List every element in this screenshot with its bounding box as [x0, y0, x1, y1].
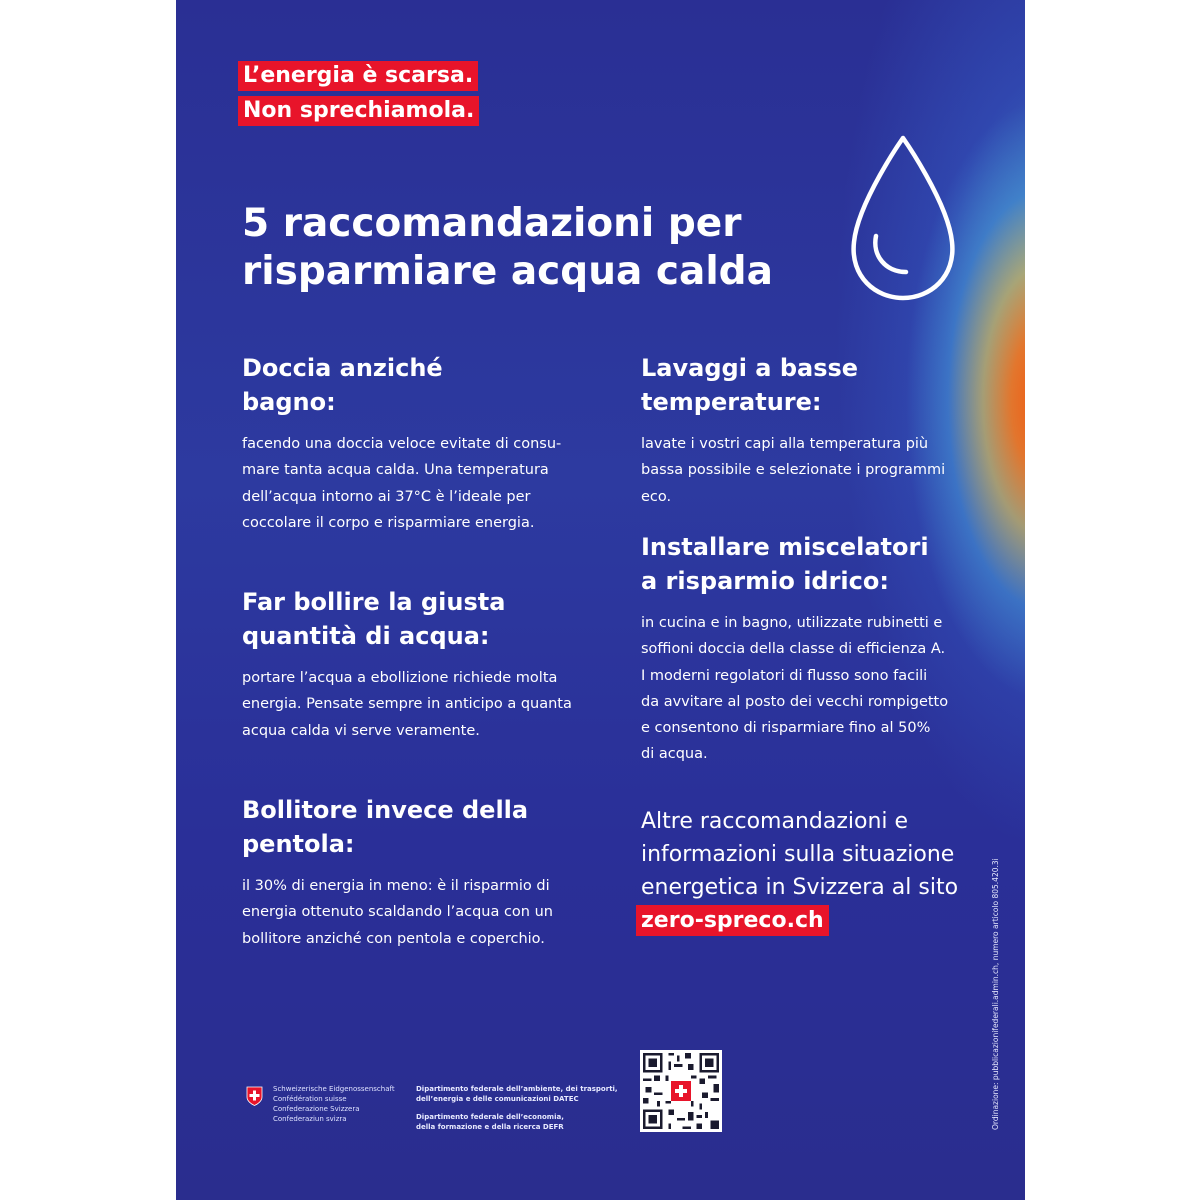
tip-heading-line: Far bollire la giusta — [242, 588, 506, 616]
tip-body-line: il 30% di energia in meno: è il risparmio di — [242, 878, 550, 894]
tip-heading-line: a risparmio idrico: — [641, 567, 889, 595]
tip-heading — [242, 793, 587, 861]
tip-heading — [242, 351, 587, 419]
tip-body — [242, 665, 587, 744]
federation-name: Confédération suisse — [273, 1095, 347, 1103]
tip-low-temp-wash — [641, 351, 971, 510]
department-line: Dipartimento federale dell’economia, — [416, 1113, 564, 1121]
banner-line-1: L’energia è scarsa. — [238, 61, 478, 91]
tip-body-line: dell’acqua intorno ai 37°C è l’ideale per — [242, 488, 531, 505]
tip-heading-line: pentola: — [242, 830, 355, 858]
tip-kettle — [242, 793, 587, 952]
water-drop-icon — [848, 132, 958, 302]
tip-body-line: facendo una doccia veloce evitate di consu- — [242, 436, 562, 452]
tip-boil-water — [242, 585, 587, 744]
tip-heading — [641, 530, 971, 598]
tip-body-line: lavate i vostri capi alla temperatura più — [641, 436, 929, 452]
website-link[interactable]: zero-spreco.ch — [636, 905, 829, 936]
banner-line-2: Non sprechiamola. — [238, 96, 479, 126]
tip-body-line: energia ottenuto scaldando l’acqua con un — [242, 904, 553, 921]
tip-water-saving-mixers — [641, 530, 971, 768]
department-line: dell’energia e delle comunicazioni DATEC — [416, 1095, 579, 1103]
tip-body-line: coccolare il corpo e risparmiare energia. — [242, 514, 535, 531]
federation-name: Schweizerische Eidgenossenschaft — [273, 1085, 395, 1093]
tip-body-line: bassa possibile e selezionate i programmi — [641, 462, 946, 479]
tip-heading-line: quantità di acqua: — [242, 622, 490, 650]
title-line-1: 5 raccomandazioni per — [242, 201, 742, 246]
tip-body-line: da avvitare al posto dei vecchi rompigetto — [641, 693, 949, 710]
more-info-line: energetica in Svizzera al sito — [641, 875, 959, 900]
tip-body-line: bollitore anziché con pentola e coperchio. — [242, 930, 545, 947]
tip-body-line: acqua calda vi serve veramente. — [242, 722, 480, 739]
swiss-cross-icon — [246, 1086, 263, 1106]
tip-body-line: portare l’acqua a ebollizione richiede molta — [242, 670, 558, 686]
tip-body — [242, 873, 587, 952]
departments — [416, 1084, 618, 1132]
page-title — [242, 200, 822, 296]
tip-body-line: e consentono di risparmiare fino al 50% — [641, 720, 931, 737]
tip-body — [641, 610, 971, 768]
tip-heading-line: temperature: — [641, 388, 822, 416]
federation-name: Confederazione Svizzera — [273, 1105, 360, 1113]
more-info — [641, 805, 986, 937]
department-line: della formazione e della ricerca DEFR — [416, 1123, 564, 1131]
tip-body-line: eco. — [641, 488, 672, 505]
title-line-2: risparmiare acqua calda — [242, 249, 773, 294]
federation-name: Confederaziun svizra — [273, 1115, 347, 1123]
tip-shower — [242, 351, 587, 536]
tip-body — [641, 431, 971, 510]
tip-body-line: mare tanta acqua calda. Una temperatura — [242, 462, 549, 479]
tip-heading-line: bagno: — [242, 388, 336, 416]
qr-code-icon[interactable] — [640, 1050, 722, 1132]
tip-heading-line: Lavaggi a basse — [641, 354, 859, 382]
tip-heading-line: Doccia anziché — [242, 354, 443, 382]
more-info-line: Altre raccomandazioni e — [641, 809, 909, 834]
tip-heading — [242, 585, 587, 653]
tip-body-line: soffioni doccia della classe di efficienza A. — [641, 641, 946, 658]
order-note: Ordinazione: pubblicazionifederali.admin.ch, numero articolo 805.420.3i — [991, 858, 1000, 1130]
tip-body-line: I moderni regolatori di flusso sono facili — [641, 667, 928, 684]
tip-body-line: di acqua. — [641, 746, 708, 763]
more-info-line: informazioni sulla situazione — [641, 842, 955, 867]
tip-heading — [641, 351, 971, 419]
poster — [176, 0, 1025, 1200]
tip-body — [242, 431, 587, 536]
tip-heading-line: Installare miscelatori — [641, 533, 929, 561]
department-line: Dipartimento federale dell’ambiente, dei trasporti, — [416, 1085, 618, 1093]
federation-names — [273, 1084, 395, 1124]
tip-heading-line: Bollitore invece della — [242, 796, 529, 824]
tip-body-line: in cucina e in bagno, utilizzate rubinetti e — [641, 615, 943, 631]
tip-body-line: energia. Pensate sempre in anticipo a quanta — [242, 696, 572, 713]
